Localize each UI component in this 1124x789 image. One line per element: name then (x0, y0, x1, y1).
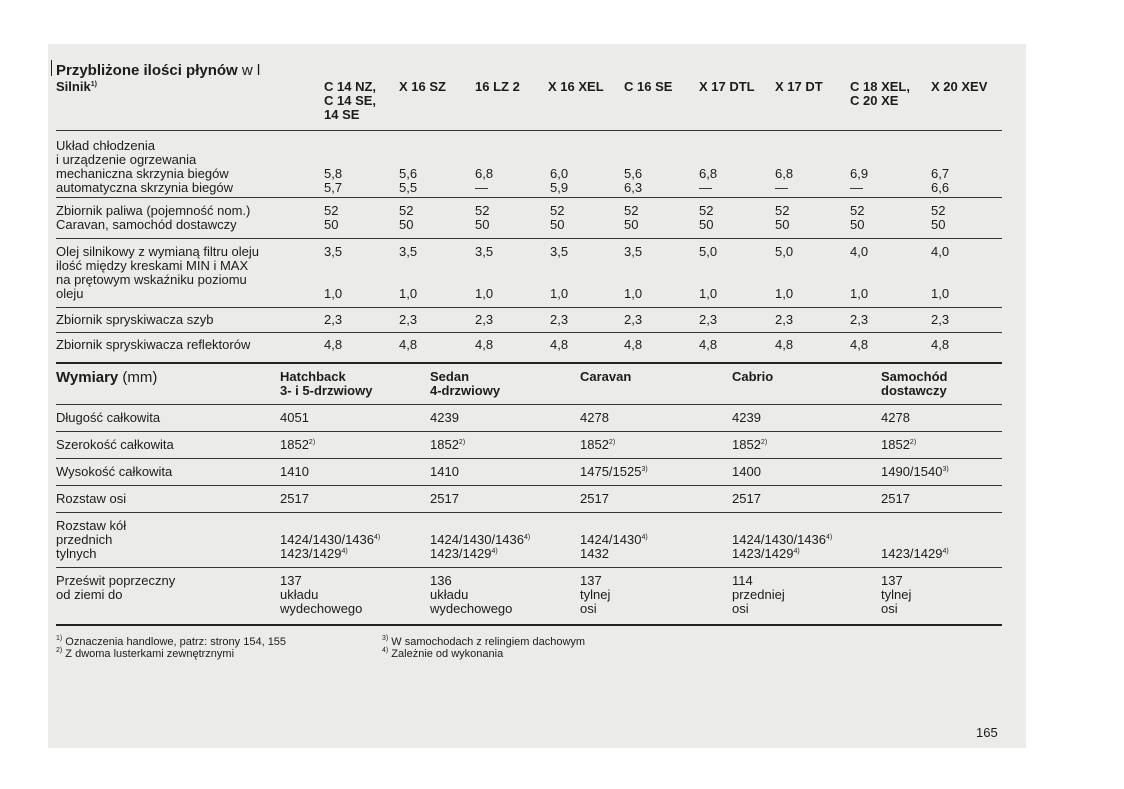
value-cell: 50 (699, 217, 714, 232)
value-cell: 50 (850, 217, 865, 232)
value-cell: 4,8 (550, 337, 569, 352)
engine-header: C 18 XEL, C 20 XE (850, 79, 910, 108)
dim-value: 2517 (881, 491, 910, 506)
value-cell: 2,3 (550, 312, 569, 327)
dimensions-title-text: Wymiary (56, 369, 119, 386)
value-cell: 4,8 (775, 337, 794, 352)
dim-value: 2517 (580, 491, 609, 506)
value-cell: 4,8 (931, 337, 950, 352)
value-cell: 5,6 (399, 166, 418, 181)
value-cell: 52 (475, 203, 490, 218)
value-cell: 2,3 (475, 312, 494, 327)
track-row (56, 513, 1002, 567)
engine-header: C 16 SE (624, 79, 673, 94)
engine-header-row (56, 80, 1002, 128)
fuel-label: Zbiornik paliwa (pojemność nom.) Caravan, samochód dostawczy (56, 203, 251, 232)
dim-value: 1423/1429$^{4)}$ (280, 546, 348, 561)
value-cell: 2,3 (931, 312, 950, 327)
value-cell: 50 (324, 217, 339, 232)
cooling-row (56, 131, 1002, 197)
value-cell: 50 (624, 217, 639, 232)
dim-value: 1424/1430/1436$^{4)}$ (430, 532, 531, 547)
value-cell: 4,8 (324, 337, 343, 352)
value-cell: 5,5 (399, 180, 418, 195)
engine-label: Silnik$^{1)}$ (56, 79, 97, 94)
value-cell: 50 (475, 217, 490, 232)
value-cell: 1,0 (624, 286, 643, 301)
value-cell: 6,8 (699, 166, 718, 181)
footnotes (56, 636, 1002, 666)
value-cell: 1,0 (324, 286, 343, 301)
engine-header: X 17 DT (775, 79, 823, 94)
dim-value: 4239 (430, 410, 459, 425)
value-cell: 3,5 (550, 244, 569, 259)
dim-value: 1852$^{2)}$ (732, 437, 768, 452)
dim-value: 1410 (280, 464, 309, 479)
value-cell: 3,5 (399, 244, 418, 259)
dim-value: 4278 (580, 410, 609, 425)
value-cell: 50 (931, 217, 946, 232)
engine-header: X 16 SZ (399, 79, 446, 94)
value-cell: 1,0 (931, 286, 950, 301)
footnote-2: $^{2)}$ Z dwoma lusterkami zewnętrznymi (56, 647, 235, 660)
wheelbase-row (56, 486, 1002, 512)
value-cell: 5,0 (775, 244, 794, 259)
clearance-label: Prześwit poprzeczny od ziemi do (56, 573, 176, 602)
footnote-1: $^{1)}$ Oznaczenia handlowe, patrz: strony 154, 155 (56, 635, 287, 648)
dimensions-title (56, 369, 1002, 387)
dim-value: 4239 (732, 410, 761, 425)
value-cell: 5,0 (699, 244, 718, 259)
value-cell: 52 (324, 203, 339, 218)
value-cell: 50 (399, 217, 414, 232)
dim-value: 4051 (280, 410, 309, 425)
value-cell: 5,8 (324, 166, 343, 181)
dim-label: Szerokość całkowita (56, 437, 174, 452)
dim-value: 2517 (430, 491, 459, 506)
dim-value: 1475/1525$^{3)}$ (580, 464, 648, 479)
dim-value: 2517 (732, 491, 761, 506)
body-header: Cabrio (732, 369, 774, 384)
engine-header: X 16 XEL (548, 79, 604, 94)
value-cell: 50 (550, 217, 565, 232)
value-cell: 52 (931, 203, 946, 218)
value-cell: 52 (624, 203, 639, 218)
value-cell: 4,0 (931, 244, 950, 259)
value-cell: 3,5 (475, 244, 494, 259)
dim-value: 1423/1429$^{4)}$ (732, 546, 800, 561)
dim-label: Długość całkowita (56, 410, 161, 425)
dim-label: Wysokość całkowita (56, 464, 173, 479)
dim-value: 1424/1430$^{4)}$ (580, 532, 648, 547)
fluids-title-text: Przybliżone ilości płynów (56, 62, 238, 79)
headlamp-washer-row (56, 333, 1002, 357)
dim-value: 1852$^{2)}$ (430, 437, 466, 452)
dim-value: 1423/1429$^{4)}$ (430, 546, 498, 561)
value-cell: 1,0 (399, 286, 418, 301)
value-cell: 6,3 (624, 180, 643, 195)
dim-label: Rozstaw osi (56, 491, 127, 506)
dim-value: 137 tylnej osi (881, 573, 912, 616)
value-cell: 6,8 (475, 166, 494, 181)
value-cell: 2,3 (699, 312, 718, 327)
engine-header: X 20 XEV (931, 79, 988, 94)
body-header: Sedan 4-drzwiowy (430, 369, 501, 398)
value-cell: 52 (699, 203, 714, 218)
dim-value: 1400 (732, 464, 761, 479)
dim-value: 1852$^{2)}$ (280, 437, 316, 452)
dim-value: 1432 (580, 546, 609, 561)
value-cell: 6,0 (550, 166, 569, 181)
dim-value: 1423/1429$^{4)}$ (881, 546, 949, 561)
value-cell: 5,6 (624, 166, 643, 181)
section-divider (56, 624, 1002, 626)
value-cell: 52 (550, 203, 565, 218)
length-row (56, 405, 1002, 431)
engine-header: X 17 DTL (699, 79, 755, 94)
engine-header: 16 LZ 2 (475, 79, 520, 94)
headlamp-washer-label: Zbiornik spryskiwacza reflektorów (56, 337, 251, 352)
value-cell: 4,0 (850, 244, 869, 259)
dim-value: 1424/1430/1436$^{4)}$ (732, 532, 833, 547)
oil-row (56, 239, 1002, 307)
value-cell: 4,8 (699, 337, 718, 352)
dim-value: 1490/1540$^{3)}$ (881, 464, 949, 479)
dim-value: 1410 (430, 464, 459, 479)
dim-value: 137 układu wydechowego (280, 573, 363, 616)
value-cell: 52 (775, 203, 790, 218)
cooling-label: Układ chłodzenia i urządzenie ogrzewania mechaniczna skrzynia biegów automatyczna skrzynia biegów (56, 138, 234, 195)
washer-row (56, 308, 1002, 332)
fluids-title-unit: w l (237, 62, 261, 79)
value-cell: 3,5 (624, 244, 643, 259)
value-cell: 1,0 (775, 286, 794, 301)
value-cell: 3,5 (324, 244, 343, 259)
dim-value: 114 przedniej osi (732, 573, 785, 616)
engine-header: C 14 NZ, C 14 SE, 14 SE (324, 79, 377, 122)
margin-line (51, 60, 52, 76)
body-header: Hatchback 3- i 5-drzwiowy (280, 369, 373, 398)
value-cell: 2,3 (324, 312, 343, 327)
value-cell: 1,0 (699, 286, 718, 301)
value-cell: 50 (775, 217, 790, 232)
fluids-title (56, 62, 1002, 80)
value-cell: 2,3 (775, 312, 794, 327)
body-header: Samochód dostawczy (881, 369, 948, 398)
dim-value: 136 układu wydechowego (430, 573, 513, 616)
value-cell: 6,6 (931, 180, 950, 195)
value-cell: 52 (399, 203, 414, 218)
value-cell: — (699, 180, 712, 195)
value-cell: 1,0 (475, 286, 494, 301)
body-header: Caravan (580, 369, 632, 384)
value-cell: 5,9 (550, 180, 569, 195)
value-cell: — (475, 180, 488, 195)
value-cell: 1,0 (550, 286, 569, 301)
dim-value: 1852$^{2)}$ (881, 437, 917, 452)
value-cell: — (850, 180, 863, 195)
value-cell: 2,3 (850, 312, 869, 327)
value-cell: 5,7 (324, 180, 343, 195)
width-row (56, 432, 1002, 458)
value-cell: 2,3 (624, 312, 643, 327)
value-cell: 4,8 (624, 337, 643, 352)
value-cell: 6,8 (775, 166, 794, 181)
height-row (56, 459, 1002, 485)
dim-value: 2517 (280, 491, 309, 506)
track-label: Rozstaw kół przednich tylnych (56, 518, 127, 561)
footnote-3: $^{3)}$ W samochodach z relingiem dachowym (382, 635, 586, 648)
value-cell: 2,3 (399, 312, 418, 327)
value-cell: 6,9 (850, 166, 869, 181)
value-cell: 6,7 (931, 166, 950, 181)
dim-value: 1424/1430/1436$^{4)}$ (280, 532, 381, 547)
clearance-row (56, 568, 1002, 624)
oil-label: Olej silnikowy z wymianą filtru oleju ilość między kreskami MIN i MAX na prętowym wskaźniku poziomu oleju (56, 244, 260, 301)
dim-value: 1852$^{2)}$ (580, 437, 616, 452)
dimensions-title-unit: (mm) (118, 369, 158, 386)
value-cell: 4,8 (399, 337, 418, 352)
value-cell: — (775, 180, 788, 195)
fuel-row (56, 198, 1002, 238)
footnote-4: $^{4)}$ Zależnie od wykonania (382, 647, 504, 660)
value-cell: 52 (850, 203, 865, 218)
dim-value: 137 tylnej osi (580, 573, 611, 616)
dim-value: 4278 (881, 410, 910, 425)
spec-sheet (56, 62, 1002, 666)
washer-label: Zbiornik spryskiwacza szyb (56, 312, 214, 327)
dimensions-header-row (56, 364, 1002, 404)
value-cell: 1,0 (850, 286, 869, 301)
value-cell: 4,8 (850, 337, 869, 352)
value-cell: 4,8 (475, 337, 494, 352)
page-number: 165 (976, 725, 998, 740)
